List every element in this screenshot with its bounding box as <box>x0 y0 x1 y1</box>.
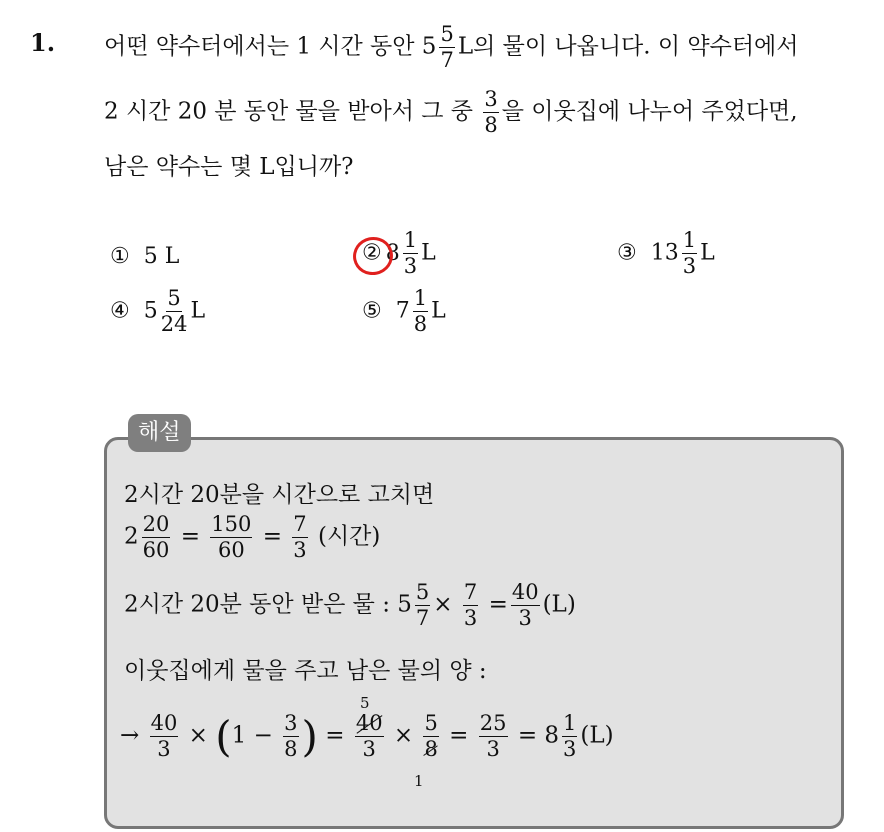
choice-5[interactable]: ⑤ 7 $\frac{1}{8}$ L <box>362 286 446 336</box>
solution-line-5: → $\frac{40}{3}$ × (1 − $\frac{3}{8}$ ) = $\frac{40}{3}$ × $\frac{5}{8}$ = $\frac{25}{3}$ = 8 $\frac{1}{3}$ (L) <box>120 711 614 761</box>
choice-3[interactable]: ③ 13 $\frac{1}{3}$ L <box>617 228 715 278</box>
fraction: $\frac{3}{8}$ <box>484 87 498 137</box>
solution-line-1: 2시간 20분을 시간으로 고치면 <box>124 482 435 508</box>
question-text: 을 이웃집에 나누어 주었다면, <box>501 98 798 125</box>
question-line-1 <box>104 24 799 71</box>
question-line-2 <box>104 89 798 136</box>
fraction: $\frac{1}{3}$ <box>403 228 418 278</box>
cancel-top: 5 <box>360 694 370 712</box>
solution-line-3: 2시간 20분 동안 받은 물 : 5 $\frac{5}{7}$ × $\frac{7}{3}$ = $\frac{40}{3}$ (L) <box>124 580 576 630</box>
solution-tag: 해설 <box>128 414 191 452</box>
question-text: L의 물이 나옵니다. 이 약수터에서 <box>457 33 799 60</box>
solution-line-4: 이웃집에게 물을 주고 남은 물의 양 : <box>124 658 487 684</box>
question-line-3: 남은 약수는 몇 L입니까? <box>104 154 354 180</box>
question-text: 2 시간 20 분 동안 물을 받아서 그 중 <box>104 98 474 125</box>
fraction: $\frac{1}{8}$ <box>413 286 428 336</box>
fraction: $\frac{5}{24}$ <box>160 286 188 336</box>
choice-2[interactable]: ② 8 $\frac{1}{3}$ L <box>362 228 436 278</box>
cancel-bottom: 1 <box>414 772 424 790</box>
fraction: $\frac{1}{3}$ <box>682 228 697 278</box>
choice-4[interactable]: ④ 5 $\frac{5}{24}$ L <box>110 286 206 336</box>
choice-1[interactable]: ① 5 L <box>110 244 180 269</box>
solution-line-2: 2 $\frac{20}{60}$ = $\frac{150}{60}$ = $\frac{7}{3}$ (시간) <box>124 512 381 562</box>
question-number: 1. <box>30 28 56 57</box>
question-text: 어떤 약수터에서는 1 시간 동안 5 <box>104 33 437 60</box>
fraction: $\frac{5}{7}$ <box>440 22 454 72</box>
